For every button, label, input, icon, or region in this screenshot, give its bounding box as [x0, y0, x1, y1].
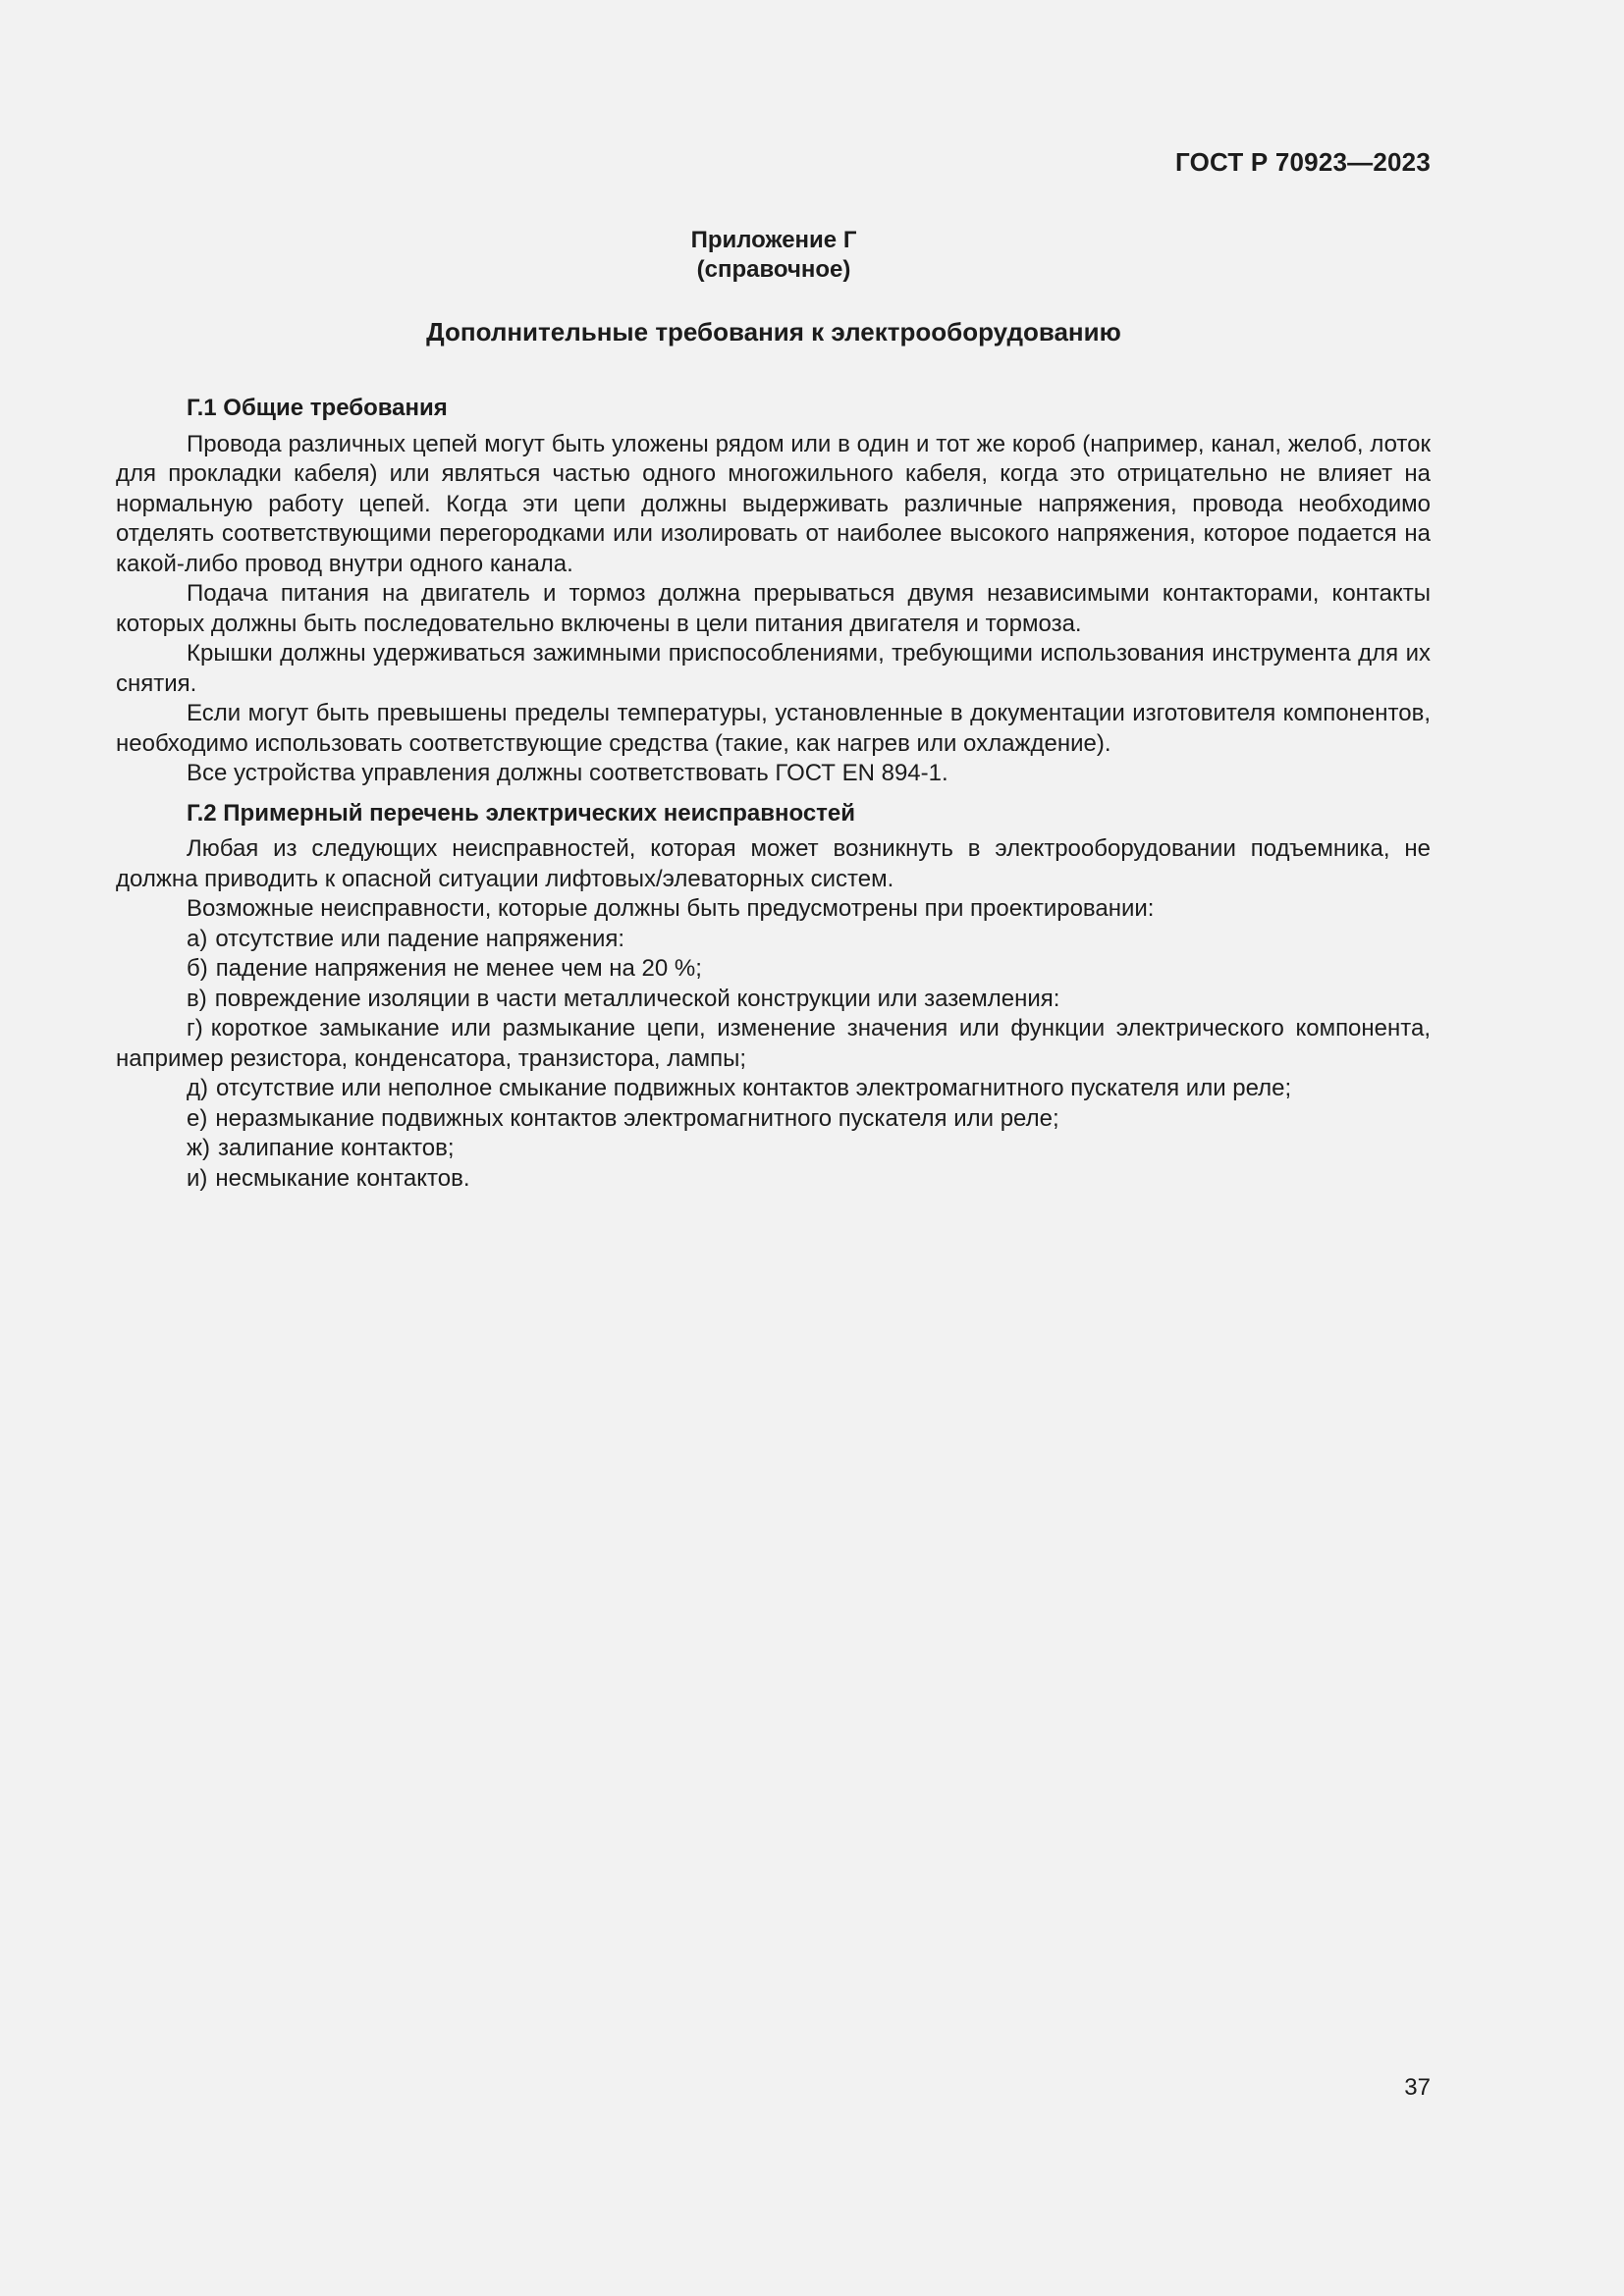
document-body	[116, 394, 1431, 1194]
list-item-text: повреждение изоляции в части металлической конструкции или заземления:	[214, 985, 1060, 1012]
list-item	[116, 925, 1431, 955]
paragraph: Все устройства управления должны соответствовать ГОСТ EN 894-1.	[187, 760, 948, 786]
section-fault-list	[116, 799, 1431, 1195]
section-heading: Г.1 Общие требования	[187, 395, 448, 421]
appendix-title: Дополнительные требования к электрооборудованию	[426, 317, 1121, 347]
section-heading: Г.2 Примерный перечень электрических неисправностей	[187, 799, 856, 827]
document-code: ГОСТ Р 70923—2023	[1175, 147, 1431, 177]
list-item	[116, 954, 1431, 985]
list-marker: г)	[187, 1015, 203, 1041]
paragraph: Крышки должны удерживаться зажимными приспособлениями, требующими использования инструмента для их снятия.	[116, 640, 1431, 697]
list-marker: д)	[187, 1075, 208, 1101]
list-marker: б)	[187, 955, 208, 982]
list-item-text: отсутствие или неполное смыкание подвижных контактов электромагнитного пускателя или реле;	[216, 1075, 1292, 1101]
paragraph: Провода различных цепей могут быть уложены рядом или в один и тот же короб (например, канал, желоб, лоток для прокладки кабеля) или являться частью одного многожильного кабеля, когда это отрицательно не влияет на нормальную работу цепей. Когда эти цепи должны выдерживать различные напряжения, провода необходимо отделять соответствующими перегородками или изолировать от наиболее высокого напряжения, которое подается на какой-либо провод внутри одного канала.	[116, 430, 1431, 577]
list-marker: в)	[187, 985, 207, 1012]
list-item	[116, 1074, 1431, 1104]
list-item-text: падение напряжения не менее чем на 20 %;	[215, 955, 702, 982]
appendix-label: Приложение Г	[690, 227, 857, 253]
appendix-label-block	[0, 226, 1547, 285]
section-general-requirements	[116, 394, 1431, 789]
list-item-text: несмыкание контактов.	[215, 1164, 470, 1192]
page-number: 37	[1404, 2074, 1431, 2101]
list-item-text: неразмыкание подвижных контактов электромагнитного пускателя или реле;	[215, 1104, 1059, 1132]
list-item-text: залипание контактов;	[218, 1135, 455, 1161]
paragraph: Если могут быть превышены пределы температуры, установленные в документации изготовителя компонентов, необходимо использовать соответствующие средства (такие, как нагрев или охлаждение).	[116, 700, 1431, 757]
appendix-kind: (справочное)	[696, 256, 851, 283]
list-item	[116, 1164, 1431, 1195]
list-item	[116, 1014, 1431, 1074]
paragraph: Возможные неисправности, которые должны быть предусмотрены при проектировании:	[187, 895, 1155, 922]
list-item	[116, 1104, 1431, 1135]
list-item-text: короткое замыкание или размыкание цепи, изменение значения или функции электрического компонента, например резистора, конденсатора, транзистора, лампы;	[116, 1015, 1431, 1072]
list-marker: ж)	[187, 1135, 211, 1161]
paragraph: Любая из следующих неисправностей, которая может возникнуть в электрооборудовании подъемника, не должна приводить к опасной ситуации лифтовых/элеваторных систем.	[116, 835, 1431, 892]
list-marker: е)	[187, 1104, 208, 1132]
paragraph: Подача питания на двигатель и тормоз должна прерываться двумя независимыми контакторами, контакты которых должны быть последовательно включены в цели питания двигателя и тормоза.	[116, 580, 1431, 637]
list-marker: а)	[187, 925, 208, 952]
list-item-text: отсутствие или падение напряжения:	[215, 925, 625, 952]
list-item	[116, 1134, 1431, 1164]
list-item	[116, 985, 1431, 1015]
list-marker: и)	[187, 1164, 208, 1192]
